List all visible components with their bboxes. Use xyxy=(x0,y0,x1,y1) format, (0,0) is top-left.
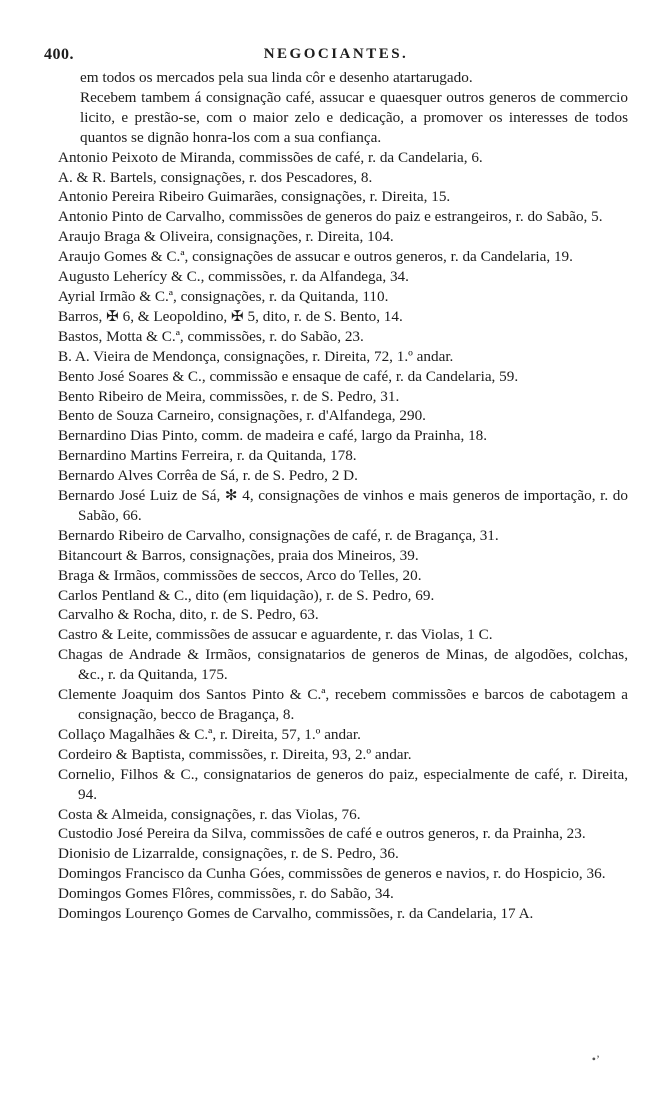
list-item: Carvalho & Rocha, dito, r. de S. Pedro, 63. xyxy=(58,606,319,624)
list-item: Antonio Pereira Ribeiro Guimarães, consignações, r. Direita, 15. xyxy=(58,188,451,206)
list-item: Ayrial Irmão & C.ª, consignações, r. da Quitanda, 110. xyxy=(58,287,389,305)
list-item: Bento José Soares & C., commissão e ensaque de café, r. da Candelaria, 59. xyxy=(58,367,519,385)
list-item: Domingos Francisco da Cunha Góes, commissões de generos e navios, r. do Hospicio, 36. xyxy=(58,865,606,883)
page-number: 400. xyxy=(44,46,74,63)
list-item: Custodio José Pereira da Silva, commissões de café e outros generos, r. da Prainha, 23. xyxy=(58,825,586,843)
list-item: Antonio Peixoto de Miranda, commissões de café, r. da Candelaria, 6. xyxy=(58,148,483,166)
list-item: Barros, ✠ 6, & Leopoldino, ✠ 5, dito, r. de S. Bento, 14. xyxy=(58,307,403,325)
list-item: Bernardo José Luiz de Sá, ✻ 4, consignações de vinhos e mais generos de importação, r. do Sabão, 66. xyxy=(58,487,628,524)
list-item: Bastos, Motta & C.ª, commissões, r. do Sabão, 23. xyxy=(58,327,364,345)
list-item: Bernardo Alves Corrêa de Sá, r. de S. Pedro, 2 D. xyxy=(58,467,358,485)
list-item: Braga & Irmãos, commissões de seccos, Arco do Telles, 20. xyxy=(58,566,422,584)
intro-paragraph: Recebem tambem á consignação café, assucar e quaesquer outros generos de commercio licito, e prestão-se, com o maior zelo e dedicação, a promover os interesses de todos quantos se dignão honra-los com a sua confiança. xyxy=(80,88,628,146)
list-item: Bento de Souza Carneiro, consignações, r. d'Alfandega, 290. xyxy=(58,407,426,425)
list-item: Chagas de Andrade & Irmãos, consignatarios de generos de Minas, de algodões, colchas, &c., r. da Quitanda, 175. xyxy=(58,646,628,684)
list-item: Bitancourt & Barros, consignações, praia dos Mineiros, 39. xyxy=(58,546,419,564)
list-item: Bernardino Dias Pinto, comm. de madeira e café, largo da Prainha, 18. xyxy=(58,427,488,445)
footer-mark: •’ xyxy=(591,1052,600,1066)
list-item: Araujo Braga & Oliveira, consignações, r. Direita, 104. xyxy=(58,228,394,246)
list-item: Dionisio de Lizarralde, consignações, r. de S. Pedro, 36. xyxy=(58,845,399,863)
list-item: Augusto Leherícy & C., commissões, r. da Alfandega, 34. xyxy=(58,268,409,286)
list-item: Antonio Pinto de Carvalho, commissões de generos do paiz e estrangeiros, r. do Sabão, 5. xyxy=(58,208,603,226)
list-item: Bernardino Martins Ferreira, r. da Quitanda, 178. xyxy=(58,447,357,465)
intro-continuation: em todos os mercados pela sua linda côr e desenho atartarugado. xyxy=(80,69,473,86)
list-item: Castro & Leite, commissões de assucar e aguardente, r. das Violas, 1 C. xyxy=(58,626,493,644)
list-item: Araujo Gomes & C.ª, consignações de assucar e outros generos, r. da Candelaria, 19. xyxy=(58,248,573,266)
list-item: Carlos Pentland & C., dito (em liquidação), r. de S. Pedro, 69. xyxy=(58,586,435,604)
running-head: NEGOCIANTES. xyxy=(263,46,409,62)
list-item: Collaço Magalhães & C.ª, r. Direita, 57, 1.º andar. xyxy=(58,725,361,743)
list-item: Cordeiro & Baptista, commissões, r. Direita, 93, 2.º andar. xyxy=(58,745,412,763)
page-header xyxy=(0,40,672,68)
list-item: B. A. Vieira de Mendonça, consignações, r. Direita, 72, 1.º andar. xyxy=(58,347,454,365)
list-item: Clemente Joaquim dos Santos Pinto & C.ª, recebem commissões e barcos de cabotagem a consignação, becco de Bragança, 8. xyxy=(58,686,628,723)
list-item: Costa & Almeida, consignações, r. das Violas, 76. xyxy=(58,805,361,823)
list-item: A. & R. Bartels, consignações, r. dos Pescadores, 8. xyxy=(58,168,373,186)
list-item: Bernardo Ribeiro de Carvalho, consignações de café, r. de Bragança, 31. xyxy=(58,526,499,544)
list-item: Domingos Lourenço Gomes de Carvalho, commissões, r. da Candelaria, 17 A. xyxy=(58,905,534,923)
directory-listing xyxy=(58,68,628,924)
list-item: Domingos Gomes Flôres, commissões, r. do Sabão, 34. xyxy=(58,885,394,903)
list-item: Bento Ribeiro de Meira, commissões, r. de S. Pedro, 31. xyxy=(58,387,400,405)
list-item: Cornelio, Filhos & C., consignatarios de generos do paiz, especialmente de café, r. Direita, 94. xyxy=(58,765,628,803)
